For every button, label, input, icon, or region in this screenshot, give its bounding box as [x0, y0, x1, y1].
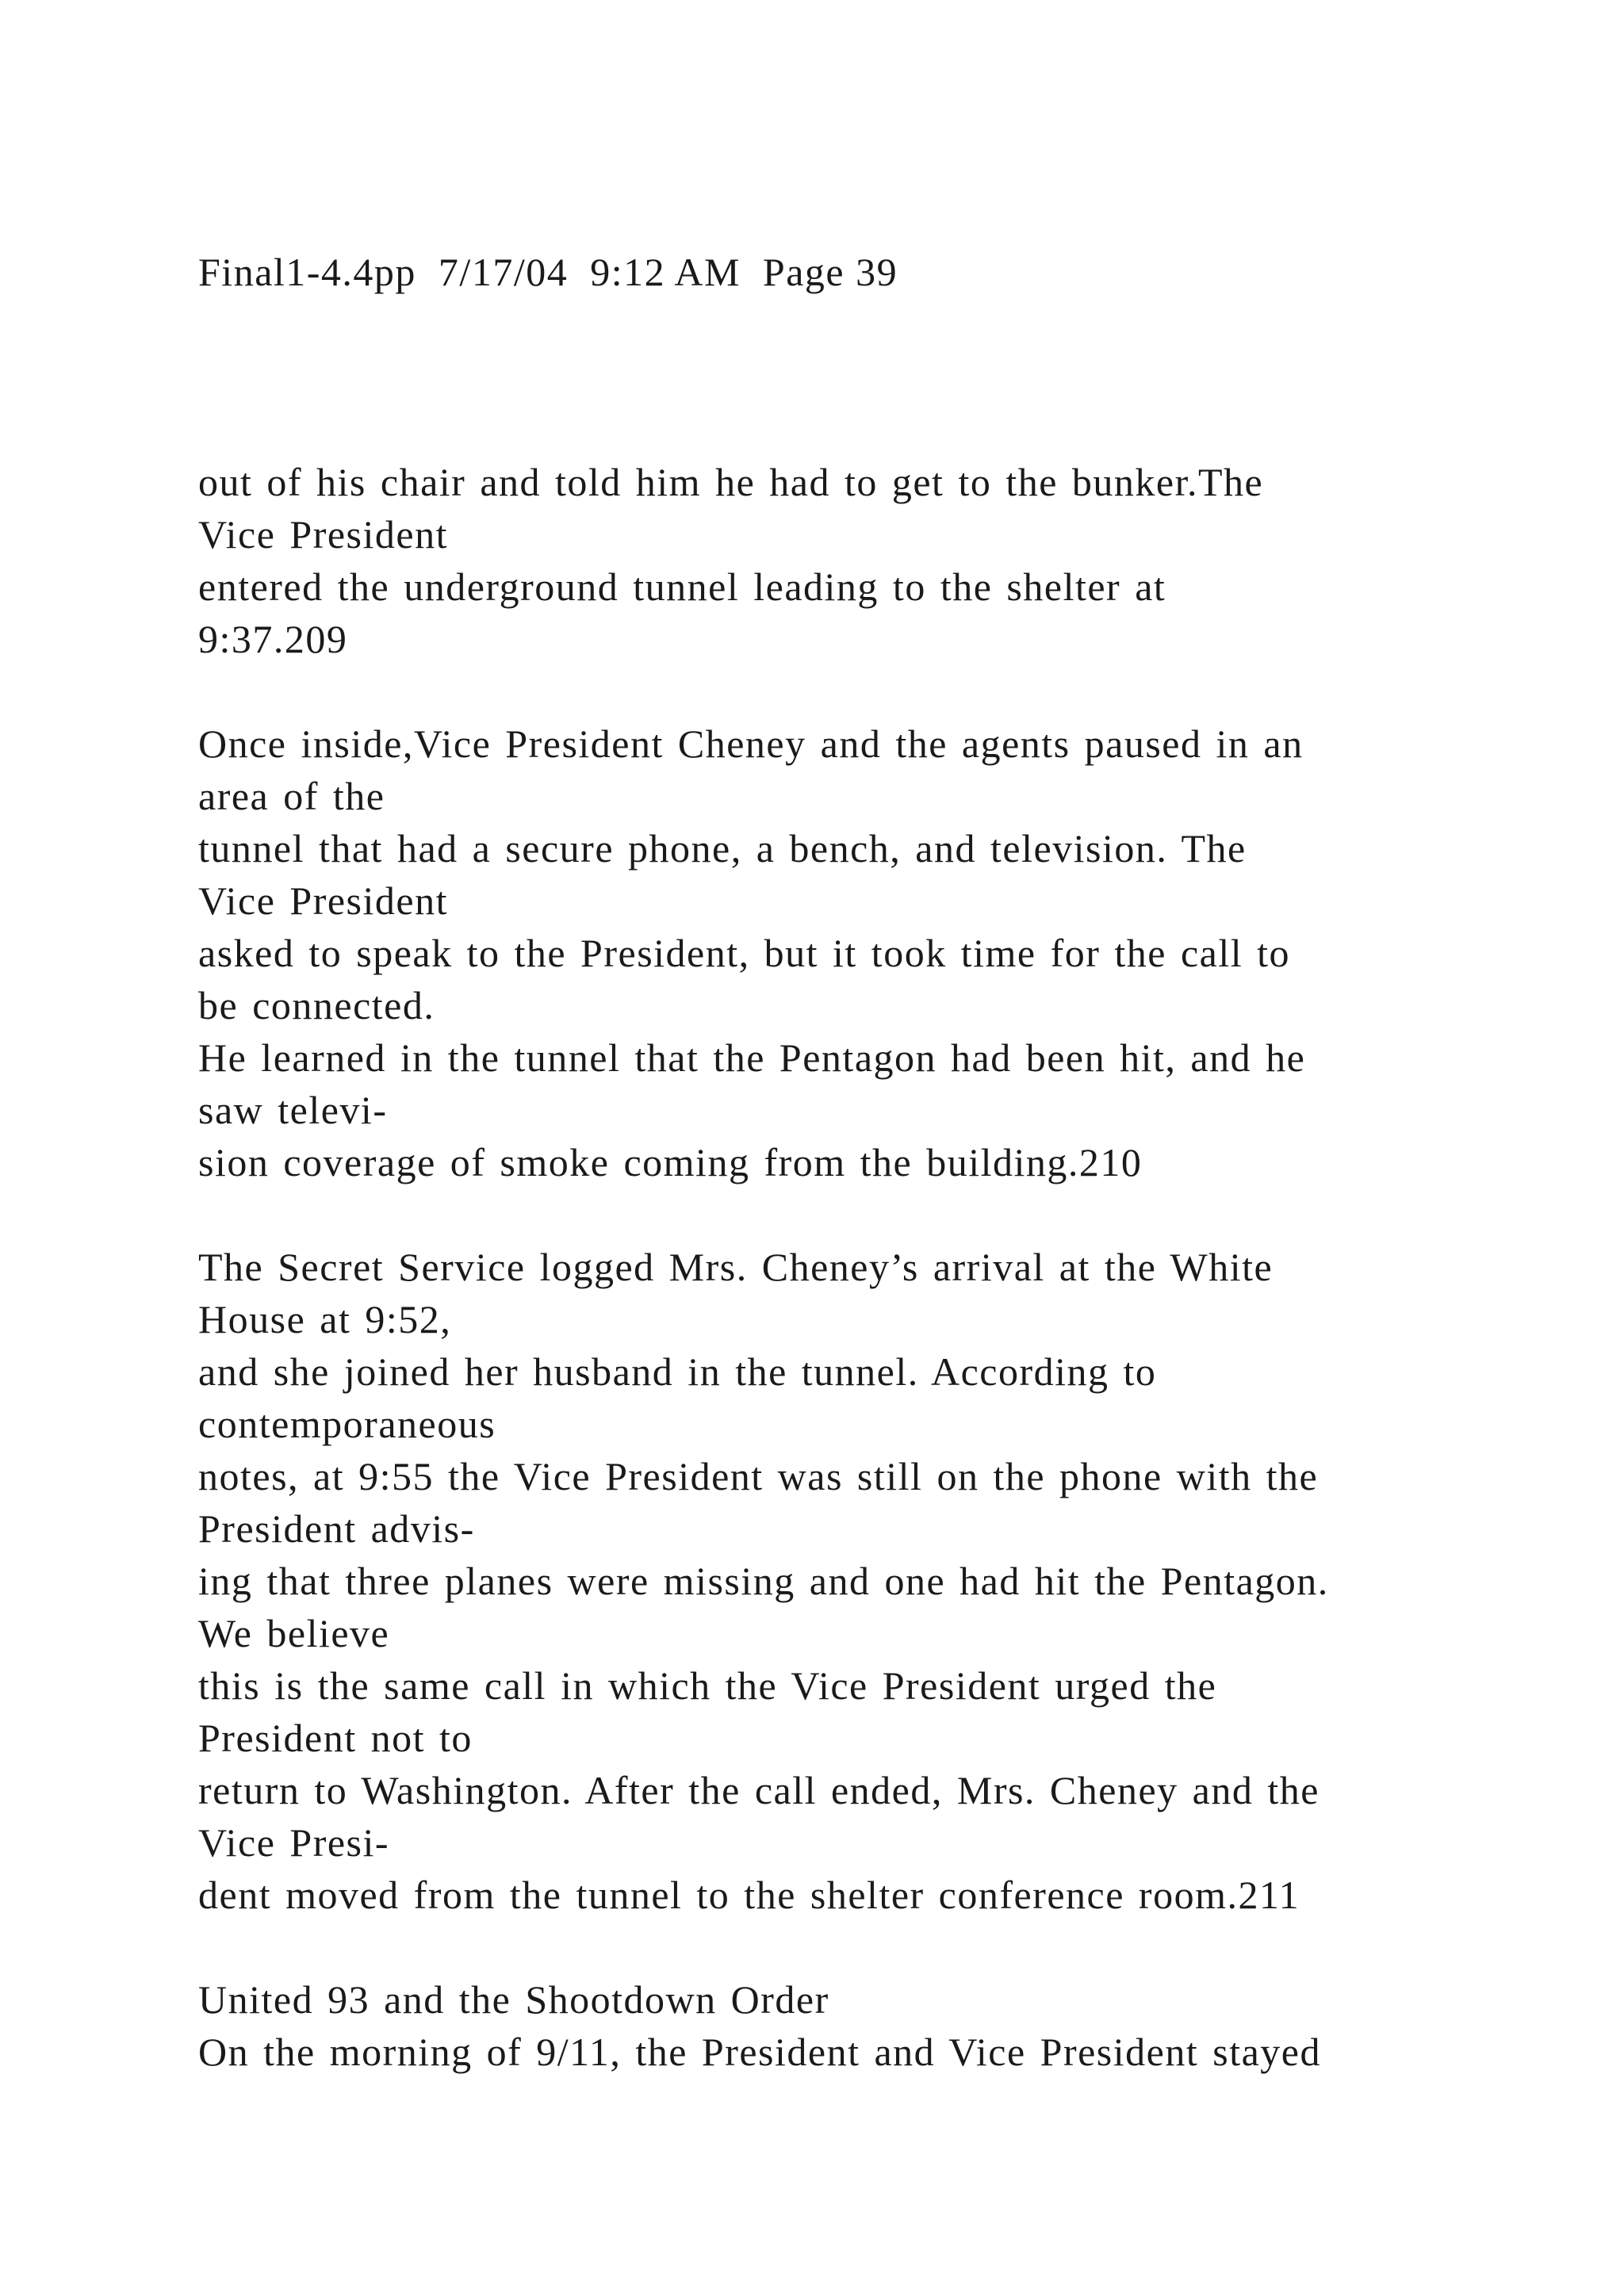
paragraph	[198, 456, 1499, 665]
text-line: dent moved from the tunnel to the shelter conference room.211	[198, 1873, 1300, 1917]
text-line: Vice President	[198, 512, 448, 557]
section-heading: United 93 and the Shootdown Order	[198, 1977, 829, 2022]
paragraph-gap	[198, 665, 1499, 718]
paragraph	[198, 1241, 1499, 1921]
text-line: We believe	[198, 1611, 390, 1655]
text-line: asked to speak to the President, but it took time for the call to	[198, 931, 1291, 975]
text-line: this is the same call in which the Vice President urged the	[198, 1663, 1217, 1708]
text-line: Vice Presi-	[198, 1820, 390, 1865]
text-line: Once inside,Vice President Cheney and the agents paused in an	[198, 721, 1304, 766]
paragraph-gap	[198, 1921, 1499, 1973]
text-line: tunnel that had a secure phone, a bench, and television. The	[198, 826, 1247, 871]
paragraph	[198, 718, 1499, 1188]
text-line: be connected.	[198, 983, 435, 1027]
text-line: 9:37.209	[198, 617, 348, 661]
text-line: President advis-	[198, 1506, 475, 1551]
text-line: President not to	[198, 1716, 473, 1760]
text-line: out of his chair and told him he had to get to the bunker.The	[198, 460, 1264, 504]
paragraph	[198, 1973, 1499, 2078]
text-line: On the morning of 9/11, the President and Vice President stayed	[198, 2030, 1321, 2074]
text-line: sion coverage of smoke coming from the building.210	[198, 1140, 1143, 1184]
text-line: saw televi-	[198, 1088, 388, 1132]
text-line: contemporaneous	[198, 1402, 496, 1446]
text-line: entered the underground tunnel leading to the shelter at	[198, 564, 1166, 609]
page-header: Final1-4.4pp 7/17/04 9:12 AM Page 39	[198, 250, 898, 294]
text-line: return to Washington. After the call ended, Mrs. Cheney and the	[198, 1768, 1320, 1812]
text-line: and she joined her husband in the tunnel. According to	[198, 1349, 1157, 1394]
body-text	[198, 456, 1499, 2078]
text-line: notes, at 9:55 the Vice President was still on the phone with the	[198, 1454, 1319, 1498]
text-line: area of the	[198, 774, 385, 818]
text-line: House at 9:52,	[198, 1297, 452, 1341]
paragraph-gap	[198, 1188, 1499, 1241]
text-line: ing that three planes were missing and one had hit the Pentagon.	[198, 1559, 1329, 1603]
text-line: Vice President	[198, 878, 448, 923]
text-line: The Secret Service logged Mrs. Cheney’s arrival at the White	[198, 1245, 1274, 1289]
text-line: He learned in the tunnel that the Pentagon had been hit, and he	[198, 1035, 1306, 1080]
